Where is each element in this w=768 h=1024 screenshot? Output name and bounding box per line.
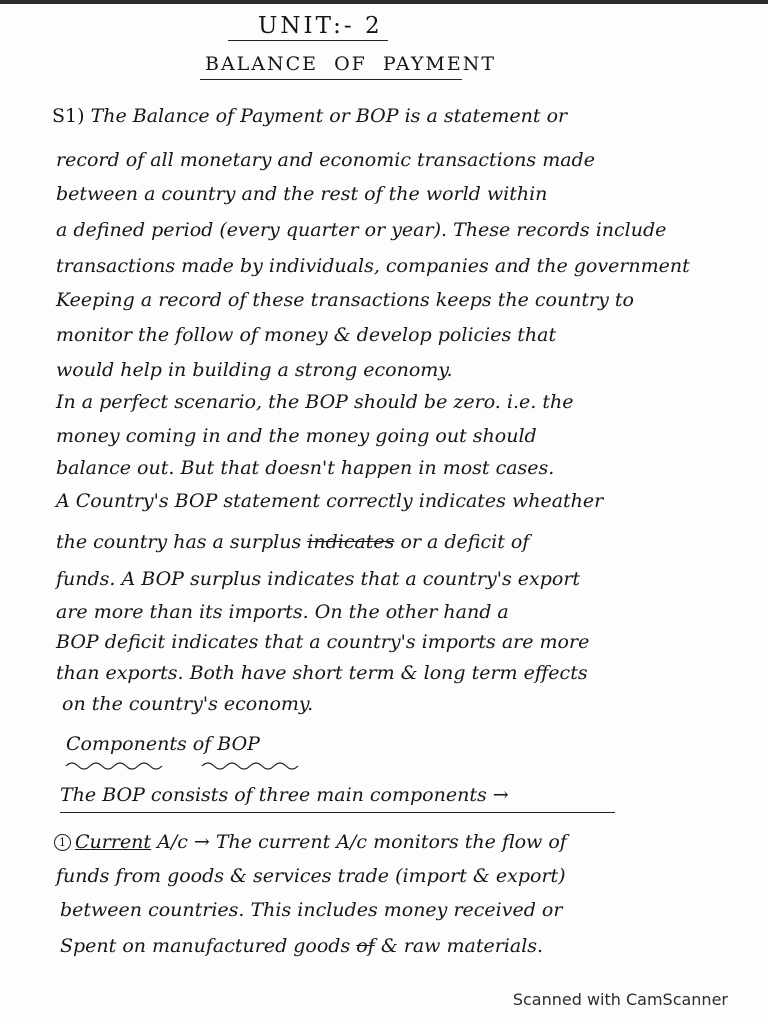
text-line <box>52 104 567 128</box>
text-line: are more than its imports. On the other hand a <box>56 601 509 623</box>
line-text: A/c → The current A/c monitors the flow of <box>157 831 567 853</box>
text-line: on the country's economy. <box>62 693 314 715</box>
section-heading: Components of BOP <box>66 733 260 755</box>
page-top-edge <box>0 0 768 4</box>
text-line: transactions made by individuals, companies and the government <box>56 255 690 277</box>
text-line: would help in building a strong economy. <box>56 359 453 381</box>
text-line: a defined period (every quarter or year). These records include <box>56 219 667 241</box>
text-line: Keeping a record of these transactions keeps the country to <box>56 289 634 311</box>
line-text: The Balance of Payment or BOP is a statement or <box>90 105 568 127</box>
text-line: record of all monetary and economic transactions made <box>56 149 595 171</box>
text-line: monitor the follow of money & develop policies that <box>56 324 557 346</box>
text-line: A Country's BOP statement correctly indicates wheather <box>56 490 604 512</box>
struck-word: indicates <box>307 531 395 553</box>
line-text: or a deficit of <box>400 531 530 553</box>
text-line: balance out. But that doesn't happen in most cases. <box>56 457 555 479</box>
text-line: funds. A BOP surplus indicates that a country's export <box>56 568 581 590</box>
text-line: In a perfect scenario, the BOP should be zero. i.e. the <box>56 391 574 413</box>
scanner-watermark: Scanned with CamScanner <box>512 990 728 1009</box>
answer-mark: S1) <box>52 105 85 127</box>
unit-underline <box>228 40 388 41</box>
components-intro: The BOP consists of three main components → <box>60 784 509 806</box>
item-number: 1 <box>54 834 71 851</box>
unit-heading: UNIT:- 2 <box>258 13 383 39</box>
text-line: money coming in and the money going out should <box>56 425 537 447</box>
line-text: Spent on manufactured goods <box>60 935 351 957</box>
page-title: BALANCE OF PAYMENT <box>205 53 497 75</box>
components-underline <box>60 812 615 813</box>
text-line: than exports. Both have short term & long term effects <box>56 662 588 684</box>
text-line: between countries. This includes money received or <box>60 899 563 921</box>
text-line <box>54 830 567 854</box>
wavy-underline <box>64 760 314 772</box>
line-text: the country has a surplus <box>56 531 302 553</box>
text-line <box>60 934 543 958</box>
title-underline <box>200 79 462 80</box>
text-line: funds from goods & services trade (import & export) <box>56 865 566 887</box>
struck-word: of <box>356 935 375 957</box>
line-text: & raw materials. <box>380 935 544 957</box>
item-label: Current <box>75 831 152 853</box>
text-line: BOP deficit indicates that a country's imports are more <box>56 631 590 653</box>
text-line <box>56 530 529 554</box>
text-line: between a country and the rest of the world within <box>56 183 548 205</box>
